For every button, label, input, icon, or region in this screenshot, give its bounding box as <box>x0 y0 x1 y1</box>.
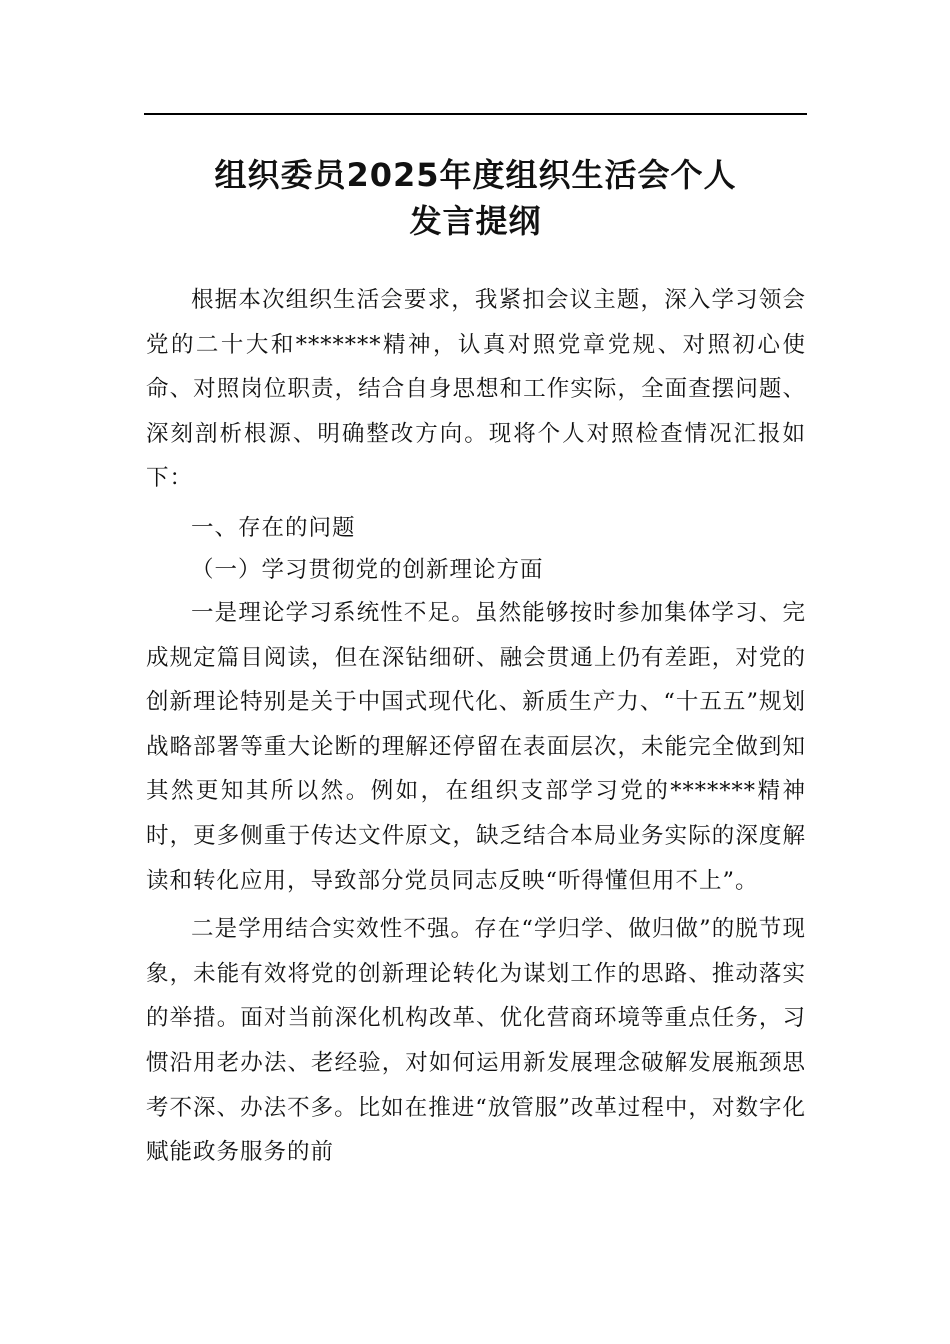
document-title <box>144 152 807 244</box>
intro-paragraph: 根据本次组织生活会要求，我紧扣会议主题，深入学习领会党的二十大和*******精神，认真对照党章党规、对照初心使命、对照岗位职责，结合自身思想和工作实际，全面查摆问题、深刻剖析根源、明确整改方向。现将个人对照检查情况汇报如下： <box>146 287 806 492</box>
subsection-heading-theory-study: （一）学习贯彻党的创新理论方面 <box>191 556 544 583</box>
title-line-2: 发言提纲 <box>409 202 542 240</box>
paragraph-point-1: 一是理论学习系统性不足。虽然能够按时参加集体学习、完成规定篇目阅读，但在深钻细研、融会贯通上仍有差距，对党的创新理论特别是关于中国式现代化、新质生产力、“十五五”规划战略部署等重大论断的理解还停留在表面层次，未能完全做到知其然更知其所以然。例如，在组织支部学习党的*******精神时，更多侧重于传达文件原文，缺乏结合本局业务实际的深度解读和转化应用，导致部分党员同志反映“听得懂但用不上”。 <box>146 599 806 894</box>
title-line-1: 组织委员2025年度组织生活会个人 <box>214 156 737 194</box>
section-heading-problems: 一、存在的问题 <box>191 514 356 541</box>
header-rule <box>144 113 807 115</box>
document-body <box>146 278 806 1175</box>
paragraph-point-2: 二是学用结合实效性不强。存在“学归学、做归做”的脱节现象，未能有效将党的创新理论转化为谋划工作的思路、推动落实的举措。面对当前深化机构改革、优化营商环境等重点任务，习惯沿用老办法、老经验，对如何运用新发展理念破解发展瓶颈思考不深、办法不多。比如在推进“放管服”改革过程中，对数字化赋能政务服务的前 <box>146 916 806 1166</box>
